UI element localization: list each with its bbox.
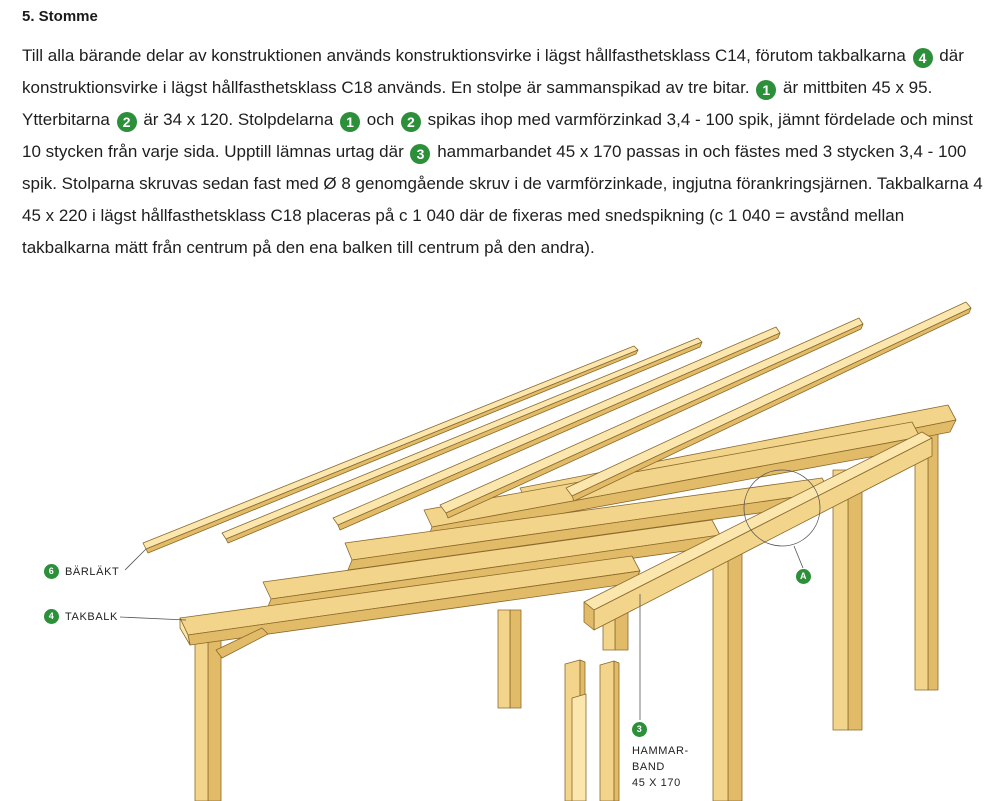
label-hammarband (632, 722, 689, 791)
paragraph-text: spikas ihop med varmförzinkad 3,4 - 100 spik, jämnt fördelade och minst 10 stycken från varje sida. Upptill lämnas urtag där (22, 110, 973, 161)
paragraph-text: Till alla bärande delar av konstruktionen används konstruktionsvirke i lägst hållfasthetsklass C14, förutom takbalkarna (22, 46, 911, 65)
label-barlakt-text: BÄRLÄKT (65, 565, 120, 578)
section-heading: 5. Stomme (22, 8, 98, 25)
label-takbalk (44, 609, 118, 624)
part-number-badge: 1 (340, 112, 360, 132)
paragraph-text: där konstruktionsvirke i lägst hållfasthetsklass C18 används. En stolpe är sammanspikad av tre bitar. (22, 46, 964, 97)
label-takbalk-number: 4 (44, 609, 59, 624)
post-rear-right (915, 430, 938, 690)
body-paragraph (22, 40, 990, 264)
label-hammarband-line2: BAND (632, 761, 665, 773)
paragraph-text: är mittbiten 45 x 95. Ytterbitarna (22, 78, 933, 129)
part-number-badge: 4 (913, 48, 933, 68)
label-detail-a-letter: A (796, 569, 811, 584)
post-rear-far (833, 470, 862, 730)
leader-takbalk (120, 617, 186, 620)
paragraph-text: är 34 x 120. Stolpdelarna (138, 110, 339, 129)
construction-illustration (0, 268, 999, 801)
post-left-far (498, 610, 521, 708)
paragraph-text: hammarbandet 45 x 170 passas in och fästes med 3 stycken 3,4 - 100 spik. Stolparna skruvas sedan fast med Ø 8 genomgående skruv i de varmförzinkade, ingjutna förankringsjärnen. Takbalkarna 4 45 x 220 i lägst hållfasthetsklass C18 placeras på c 1 040 där de fixeras med snedspikning (c 1 040 = avstånd mellan takbalkarna mätt från centrum på den ena balken till centrum på den andra). (22, 142, 983, 257)
label-hammarband-number: 3 (632, 722, 647, 737)
label-barlakt (44, 564, 119, 579)
leader-detail (794, 546, 803, 568)
label-barlakt-number: 6 (44, 564, 59, 579)
loose-studs (565, 660, 619, 801)
paragraph-text: och (362, 110, 399, 129)
part-number-badge: 1 (756, 80, 776, 100)
part-number-badge: 2 (117, 112, 137, 132)
label-detail-a (796, 569, 817, 584)
post-left-front (195, 640, 221, 801)
post-front-mid (713, 540, 742, 801)
part-number-badge: 2 (401, 112, 421, 132)
label-hammarband-line1: HAMMAR- (632, 745, 689, 757)
leader-barlakt (125, 549, 146, 570)
part-number-badge: 3 (410, 144, 430, 164)
label-takbalk-text: TAKBALK (65, 610, 118, 623)
label-hammarband-line3: 45 X 170 (632, 777, 681, 789)
